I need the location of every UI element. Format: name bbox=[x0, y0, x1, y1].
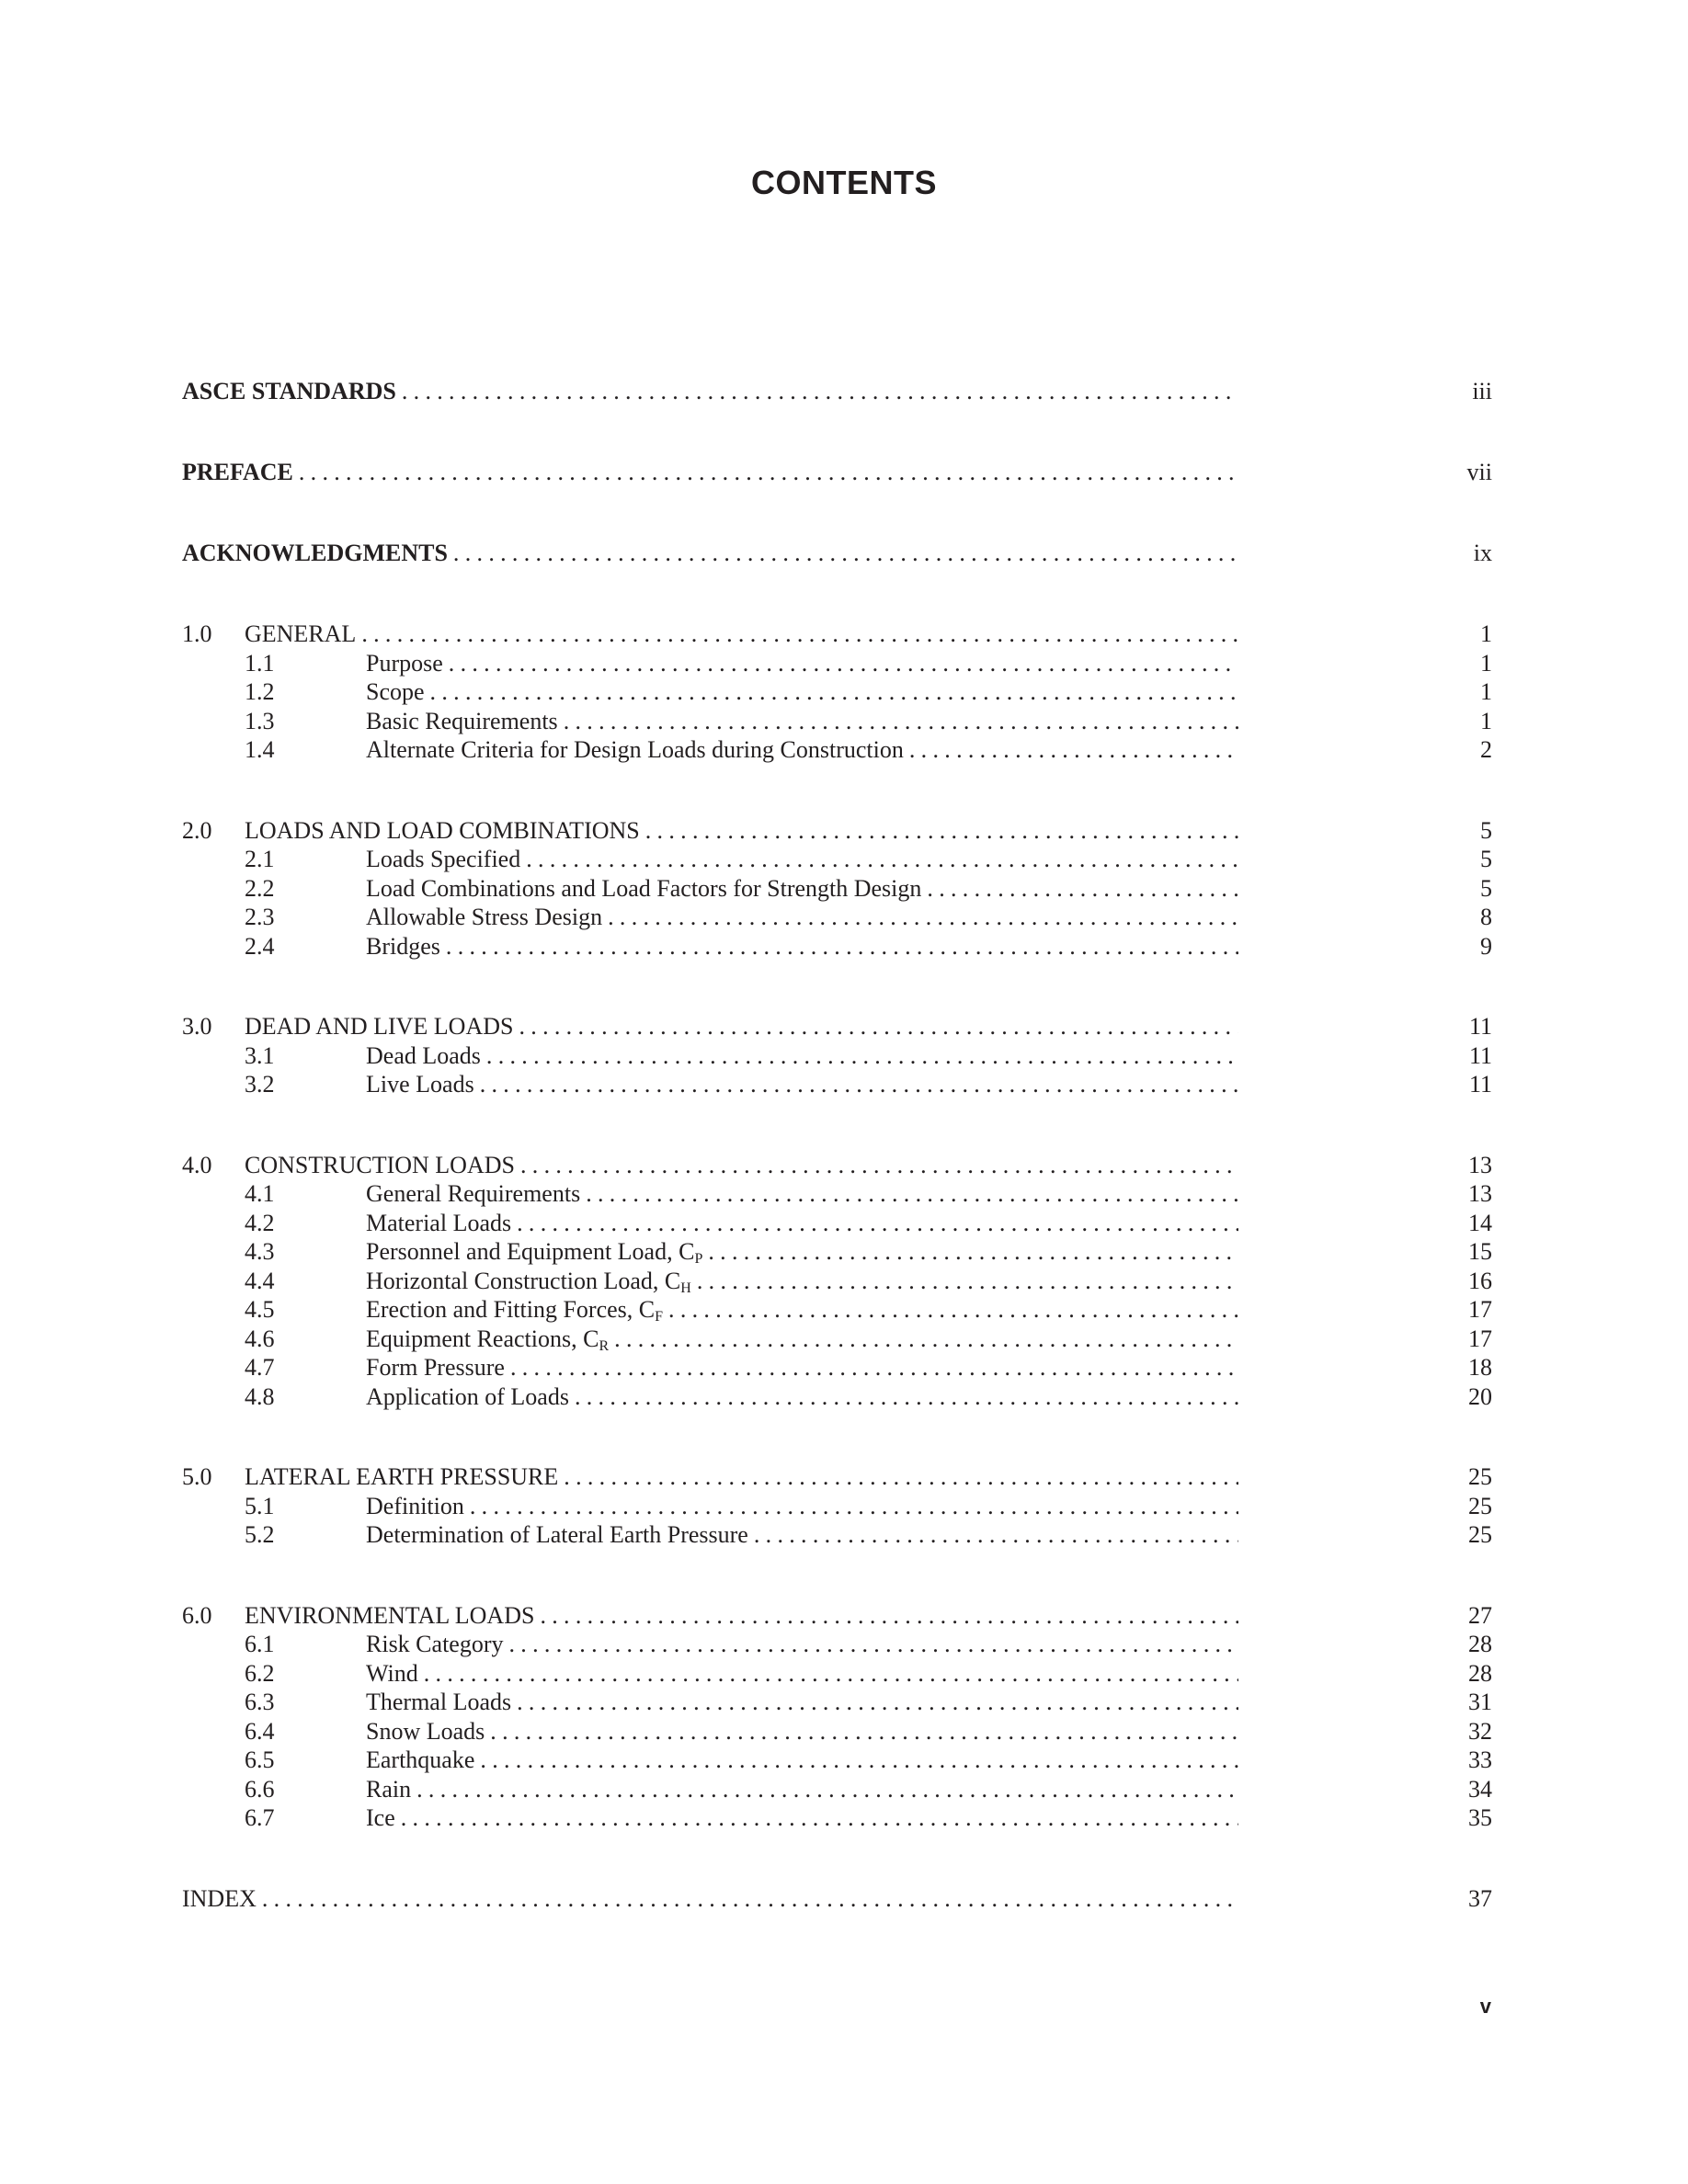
subsection-page: 17 bbox=[1468, 1296, 1492, 1323]
section-page: 13 bbox=[1468, 1151, 1492, 1178]
subsection-title-wrap bbox=[366, 1209, 511, 1238]
toc-section-heading[interactable] bbox=[182, 1462, 1492, 1492]
toc-section-heading[interactable] bbox=[182, 1601, 1492, 1631]
toc-entry-frontmatter[interactable] bbox=[182, 539, 1492, 568]
toc-section-heading[interactable] bbox=[182, 1012, 1492, 1041]
subsection-page: 28 bbox=[1468, 1631, 1492, 1657]
subsection-leader-area bbox=[511, 1209, 1400, 1238]
section-page: 11 bbox=[1468, 1013, 1492, 1040]
subsection-number: 6.6 bbox=[245, 1775, 275, 1803]
subsection-page: 18 bbox=[1468, 1354, 1492, 1381]
dot-leader bbox=[575, 1382, 1238, 1412]
subsection-title: Load Combinations and Load Factors for Strength Design bbox=[366, 874, 922, 902]
dot-leader bbox=[517, 1209, 1238, 1238]
subsection-leader-area bbox=[481, 1041, 1400, 1071]
section-number: 3.0 bbox=[182, 1013, 212, 1040]
subsection-number: 1.1 bbox=[245, 649, 275, 677]
dot-leader bbox=[614, 1325, 1238, 1354]
subsection-title: Risk Category bbox=[366, 1631, 504, 1657]
subsection-title-wrap bbox=[366, 845, 520, 874]
subsection-leader-area bbox=[425, 677, 1400, 707]
subsection-title-wrap bbox=[366, 903, 602, 932]
subsection-number: 4.4 bbox=[245, 1267, 275, 1294]
dot-leader bbox=[608, 903, 1238, 932]
toc-entry-leader-area bbox=[396, 377, 1400, 406]
toc-section bbox=[182, 1151, 1492, 1412]
toc-subsection[interactable] bbox=[182, 1041, 1492, 1071]
subsection-number: 1.2 bbox=[245, 678, 275, 705]
subsection-page: 16 bbox=[1468, 1267, 1492, 1294]
section-leader-area bbox=[558, 1462, 1400, 1492]
toc-subsection[interactable] bbox=[182, 932, 1492, 961]
subsection-number: 3.1 bbox=[245, 1041, 275, 1069]
dot-leader bbox=[470, 1492, 1238, 1521]
subsection-title: Equipment Reactions, C bbox=[366, 1325, 599, 1352]
subsection-leader-area bbox=[520, 845, 1400, 874]
toc-subsection[interactable] bbox=[182, 677, 1492, 707]
subsection-page: 15 bbox=[1468, 1238, 1492, 1265]
subsection-title-wrap bbox=[366, 1492, 464, 1521]
toc-section-heading[interactable] bbox=[182, 620, 1492, 649]
index-page: 37 bbox=[1468, 1884, 1492, 1912]
toc-subsection[interactable] bbox=[182, 1688, 1492, 1717]
toc-section-heading[interactable] bbox=[182, 1151, 1492, 1180]
section-title: ENVIRONMENTAL LOADS bbox=[245, 1601, 535, 1629]
section-number: 2.0 bbox=[182, 816, 212, 844]
subsection-page: 2 bbox=[1480, 736, 1492, 763]
subsection-leader-area bbox=[569, 1382, 1400, 1412]
subsection-title: Definition bbox=[366, 1492, 464, 1519]
section-number: 4.0 bbox=[182, 1151, 212, 1178]
dot-leader bbox=[754, 1520, 1238, 1550]
subsection-title-wrap bbox=[366, 707, 558, 736]
subsection-title: Personnel and Equipment Load, C bbox=[366, 1238, 695, 1265]
subsection-title-wrap bbox=[366, 1803, 395, 1833]
subsection-leader-area bbox=[921, 874, 1400, 904]
dot-leader bbox=[446, 932, 1238, 961]
page-title: CONTENTS bbox=[751, 164, 937, 201]
subsection-leader-area bbox=[411, 1775, 1400, 1804]
dot-leader bbox=[517, 1688, 1238, 1717]
subsection-title-wrap bbox=[366, 1179, 580, 1209]
subscript: P bbox=[694, 1251, 703, 1267]
subsection-page: 11 bbox=[1468, 1041, 1492, 1069]
subsection-title: Application of Loads bbox=[366, 1382, 569, 1410]
subsection-leader-area bbox=[602, 903, 1400, 932]
toc-subsection[interactable] bbox=[182, 1070, 1492, 1099]
subsection-leader-area bbox=[904, 735, 1400, 765]
section-title: LATERAL EARTH PRESSURE bbox=[245, 1463, 559, 1490]
section-leader-area bbox=[356, 620, 1400, 649]
subsection-number: 3.2 bbox=[245, 1071, 275, 1098]
dot-leader bbox=[453, 539, 1238, 568]
section-title: CONSTRUCTION LOADS bbox=[245, 1151, 515, 1178]
toc-subsection[interactable] bbox=[182, 1717, 1492, 1746]
subsection-title-wrap bbox=[366, 649, 443, 678]
subsection-title-wrap bbox=[366, 1382, 569, 1412]
subsection-number: 4.5 bbox=[245, 1296, 275, 1323]
subsection-number: 6.7 bbox=[245, 1804, 275, 1831]
subsection-title: Determination of Lateral Earth Pressure bbox=[366, 1521, 748, 1548]
subsection-number: 1.4 bbox=[245, 736, 275, 763]
subsection-title: Material Loads bbox=[366, 1209, 512, 1236]
subsection-page: 35 bbox=[1468, 1804, 1492, 1831]
subsection-title: Loads Specified bbox=[366, 846, 521, 872]
dot-leader bbox=[299, 458, 1238, 487]
dot-leader bbox=[909, 735, 1238, 765]
toc-section bbox=[182, 620, 1492, 765]
dot-leader bbox=[927, 874, 1238, 904]
subsection-number: 6.3 bbox=[245, 1689, 275, 1715]
subsection-title: Allowable Stress Design bbox=[366, 904, 603, 930]
subsection-title: Live Loads bbox=[366, 1071, 474, 1098]
subsection-page: 9 bbox=[1480, 932, 1492, 960]
section-page: 27 bbox=[1468, 1601, 1492, 1629]
section-number: 6.0 bbox=[182, 1601, 212, 1629]
dot-leader bbox=[509, 1630, 1239, 1659]
toc-subsection[interactable] bbox=[182, 1267, 1492, 1296]
toc-entry-title: PREFACE bbox=[182, 459, 293, 485]
subsection-leader-area bbox=[474, 1746, 1400, 1775]
subsection-leader-area bbox=[440, 932, 1400, 961]
subsection-title: Snow Loads bbox=[366, 1717, 485, 1745]
toc-section bbox=[182, 816, 1492, 961]
subsection-leader-area bbox=[609, 1325, 1400, 1354]
subsection-number: 2.4 bbox=[245, 932, 275, 960]
subsection-title-wrap bbox=[366, 1659, 418, 1689]
toc-entry-leader-area bbox=[293, 458, 1400, 487]
subsection-number: 2.3 bbox=[245, 904, 275, 930]
toc-subsection[interactable] bbox=[182, 1520, 1492, 1550]
toc-subsection[interactable] bbox=[182, 1492, 1492, 1521]
section-page: 5 bbox=[1480, 816, 1492, 844]
dot-leader bbox=[520, 1151, 1238, 1180]
subsection-title-wrap bbox=[366, 1717, 485, 1746]
toc-section bbox=[182, 1462, 1492, 1550]
subsection-leader-area bbox=[395, 1803, 1400, 1833]
section-leader-area bbox=[534, 1601, 1400, 1631]
dot-leader bbox=[540, 1601, 1238, 1631]
dot-leader bbox=[480, 1070, 1238, 1099]
toc-subsection[interactable] bbox=[182, 1179, 1492, 1209]
subsection-title-wrap bbox=[366, 1295, 663, 1325]
toc-subsection[interactable] bbox=[182, 1659, 1492, 1689]
dot-leader bbox=[510, 1353, 1238, 1382]
subscript: H bbox=[680, 1280, 691, 1296]
subsection-page: 14 bbox=[1468, 1209, 1492, 1236]
subsection-title-wrap bbox=[366, 1041, 481, 1071]
subsection-leader-area bbox=[702, 1237, 1400, 1267]
subsection-title: Erection and Fitting Forces, C bbox=[366, 1296, 656, 1323]
subsection-title: Dead Loads bbox=[366, 1041, 481, 1069]
dot-leader bbox=[564, 1462, 1238, 1492]
index-title: INDEX bbox=[182, 1884, 257, 1912]
toc-entry-title: ACKNOWLEDGMENTS bbox=[182, 540, 448, 566]
toc-subsection[interactable] bbox=[182, 1353, 1492, 1382]
toc-entry-page: iii bbox=[1472, 378, 1492, 404]
subsection-title: Rain bbox=[366, 1775, 412, 1803]
subsection-page: 25 bbox=[1468, 1492, 1492, 1519]
toc-section bbox=[182, 1012, 1492, 1099]
subsection-number: 6.5 bbox=[245, 1746, 275, 1773]
subsection-page: 1 bbox=[1480, 707, 1492, 734]
subsection-title: Wind bbox=[366, 1659, 418, 1687]
subsection-number: 4.6 bbox=[245, 1325, 275, 1352]
dot-leader bbox=[519, 1012, 1238, 1041]
subsection-title-wrap bbox=[366, 1237, 702, 1267]
toc-entry-title: ASCE STANDARDS bbox=[182, 378, 396, 404]
subsection-number: 4.3 bbox=[245, 1238, 275, 1265]
section-title: LOADS AND LOAD COMBINATIONS bbox=[245, 816, 640, 844]
dot-leader bbox=[480, 1746, 1238, 1775]
toc-subsection[interactable] bbox=[182, 1209, 1492, 1238]
toc-entry-frontmatter[interactable] bbox=[182, 377, 1492, 406]
subsection-number: 5.1 bbox=[245, 1492, 275, 1519]
toc-subsection[interactable] bbox=[182, 845, 1492, 874]
toc-subsection[interactable] bbox=[182, 1803, 1492, 1833]
subsection-title-wrap bbox=[366, 932, 440, 961]
toc-subsection[interactable] bbox=[182, 707, 1492, 736]
subsection-leader-area bbox=[748, 1520, 1400, 1550]
subsection-number: 6.4 bbox=[245, 1717, 275, 1745]
subsection-title: Alternate Criteria for Design Loads during Construction bbox=[366, 736, 904, 763]
subsection-title-wrap bbox=[366, 735, 904, 765]
toc-entry-page: ix bbox=[1473, 540, 1492, 566]
section-number: 5.0 bbox=[182, 1463, 212, 1490]
dot-leader bbox=[430, 677, 1238, 707]
subsection-number: 5.2 bbox=[245, 1521, 275, 1548]
dot-leader bbox=[586, 1179, 1238, 1209]
subsection-page: 17 bbox=[1468, 1325, 1492, 1352]
subscript: F bbox=[655, 1309, 664, 1325]
toc-subsection[interactable] bbox=[182, 874, 1492, 904]
subsection-page: 1 bbox=[1480, 649, 1492, 677]
subsection-page: 5 bbox=[1480, 874, 1492, 902]
subsection-leader-area bbox=[474, 1070, 1400, 1099]
toc-entry-page: vii bbox=[1466, 459, 1492, 485]
subsection-title: General Requirements bbox=[366, 1180, 581, 1207]
dot-leader bbox=[424, 1659, 1238, 1689]
subsection-number: 1.3 bbox=[245, 707, 275, 734]
toc-section-heading[interactable] bbox=[182, 816, 1492, 846]
dot-leader bbox=[708, 1237, 1238, 1267]
dot-leader bbox=[401, 1803, 1238, 1833]
subsection-page: 5 bbox=[1480, 846, 1492, 872]
subsection-title: Purpose bbox=[366, 649, 443, 677]
section-number: 1.0 bbox=[182, 620, 212, 647]
subscript: R bbox=[599, 1337, 610, 1354]
toc-entry-frontmatter[interactable] bbox=[182, 458, 1492, 487]
table-of-contents bbox=[182, 377, 1492, 1965]
subsection-title: Bridges bbox=[366, 932, 440, 960]
toc-subsection[interactable] bbox=[182, 735, 1492, 765]
dot-leader bbox=[490, 1717, 1238, 1746]
toc-subsection[interactable] bbox=[182, 649, 1492, 678]
subsection-leader-area bbox=[504, 1630, 1401, 1659]
subsection-leader-area bbox=[485, 1717, 1400, 1746]
toc-subsection[interactable] bbox=[182, 1630, 1492, 1659]
subsection-page: 20 bbox=[1468, 1382, 1492, 1410]
subsection-page: 13 bbox=[1468, 1180, 1492, 1207]
toc-subsection[interactable] bbox=[182, 1325, 1492, 1354]
subsection-title-wrap bbox=[366, 1630, 504, 1659]
subsection-title-wrap bbox=[366, 1688, 511, 1717]
dot-leader bbox=[416, 1775, 1238, 1804]
dot-leader bbox=[564, 707, 1238, 736]
toc-section bbox=[182, 1601, 1492, 1833]
subsection-page: 31 bbox=[1468, 1689, 1492, 1715]
subsection-page: 8 bbox=[1480, 904, 1492, 930]
dot-leader bbox=[449, 649, 1238, 678]
section-page: 1 bbox=[1480, 620, 1492, 647]
subsection-title-wrap bbox=[366, 677, 425, 707]
section-title: GENERAL bbox=[245, 620, 357, 647]
subsection-page: 28 bbox=[1468, 1659, 1492, 1687]
subsection-title-wrap bbox=[366, 1353, 505, 1382]
subsection-leader-area bbox=[511, 1688, 1400, 1717]
subsection-page: 11 bbox=[1468, 1071, 1492, 1098]
section-leader-area bbox=[515, 1151, 1400, 1180]
subsection-title-wrap bbox=[366, 1520, 748, 1550]
subsection-title-wrap bbox=[366, 1325, 609, 1354]
subsection-title: Ice bbox=[366, 1804, 395, 1831]
subsection-number: 2.2 bbox=[245, 874, 275, 902]
dot-leader bbox=[668, 1295, 1238, 1325]
index-leader-area bbox=[257, 1884, 1400, 1914]
subsection-title-wrap bbox=[366, 874, 921, 904]
subsection-number: 2.1 bbox=[245, 846, 275, 872]
dot-leader bbox=[361, 620, 1238, 649]
section-leader-area bbox=[513, 1012, 1400, 1041]
section-title: DEAD AND LIVE LOADS bbox=[245, 1013, 514, 1040]
subsection-number: 4.1 bbox=[245, 1180, 275, 1207]
subsection-title: Horizontal Construction Load, C bbox=[366, 1267, 681, 1294]
subsection-title-wrap bbox=[366, 1775, 411, 1804]
subsection-leader-area bbox=[464, 1492, 1400, 1521]
subsection-leader-area bbox=[418, 1659, 1400, 1689]
dot-leader bbox=[645, 816, 1238, 846]
section-leader-area bbox=[640, 816, 1400, 846]
toc-entry-index[interactable] bbox=[182, 1884, 1492, 1914]
subsection-leader-area bbox=[558, 707, 1400, 736]
subsection-leader-area bbox=[443, 649, 1400, 678]
subsection-title-wrap bbox=[366, 1267, 691, 1296]
subsection-title: Form Pressure bbox=[366, 1354, 505, 1381]
dot-leader bbox=[486, 1041, 1238, 1071]
toc-subsection[interactable] bbox=[182, 1746, 1492, 1775]
subsection-leader-area bbox=[505, 1353, 1400, 1382]
subsection-title: Scope bbox=[366, 678, 425, 705]
toc-entry-leader-area bbox=[448, 539, 1400, 568]
section-page: 25 bbox=[1468, 1463, 1492, 1490]
subsection-number: 4.7 bbox=[245, 1354, 275, 1381]
subsection-title: Thermal Loads bbox=[366, 1689, 512, 1715]
subsection-page: 25 bbox=[1468, 1521, 1492, 1548]
page-number: v bbox=[1479, 1995, 1491, 2018]
dot-leader bbox=[697, 1267, 1238, 1296]
toc-subsection[interactable] bbox=[182, 1295, 1492, 1325]
subsection-title-wrap bbox=[366, 1070, 474, 1099]
subsection-leader-area bbox=[691, 1267, 1400, 1296]
subsection-title: Earthquake bbox=[366, 1746, 475, 1773]
subsection-page: 33 bbox=[1468, 1746, 1492, 1773]
dot-leader bbox=[402, 377, 1238, 406]
subsection-number: 4.8 bbox=[245, 1382, 275, 1410]
subsection-page: 1 bbox=[1480, 678, 1492, 705]
subsection-title-wrap bbox=[366, 1746, 474, 1775]
subsection-page: 32 bbox=[1468, 1717, 1492, 1745]
toc-subsection[interactable] bbox=[182, 1775, 1492, 1804]
subsection-number: 6.2 bbox=[245, 1659, 275, 1687]
subsection-leader-area bbox=[580, 1179, 1400, 1209]
dot-leader bbox=[526, 845, 1238, 874]
toc-subsection[interactable] bbox=[182, 1382, 1492, 1412]
subsection-number: 6.1 bbox=[245, 1631, 275, 1657]
subsection-number: 4.2 bbox=[245, 1209, 275, 1236]
toc-subsection[interactable] bbox=[182, 903, 1492, 932]
subsection-page: 34 bbox=[1468, 1775, 1492, 1803]
toc-subsection[interactable] bbox=[182, 1237, 1492, 1267]
subsection-title: Basic Requirements bbox=[366, 707, 558, 734]
dot-leader bbox=[262, 1884, 1238, 1914]
subsection-leader-area bbox=[663, 1295, 1400, 1325]
